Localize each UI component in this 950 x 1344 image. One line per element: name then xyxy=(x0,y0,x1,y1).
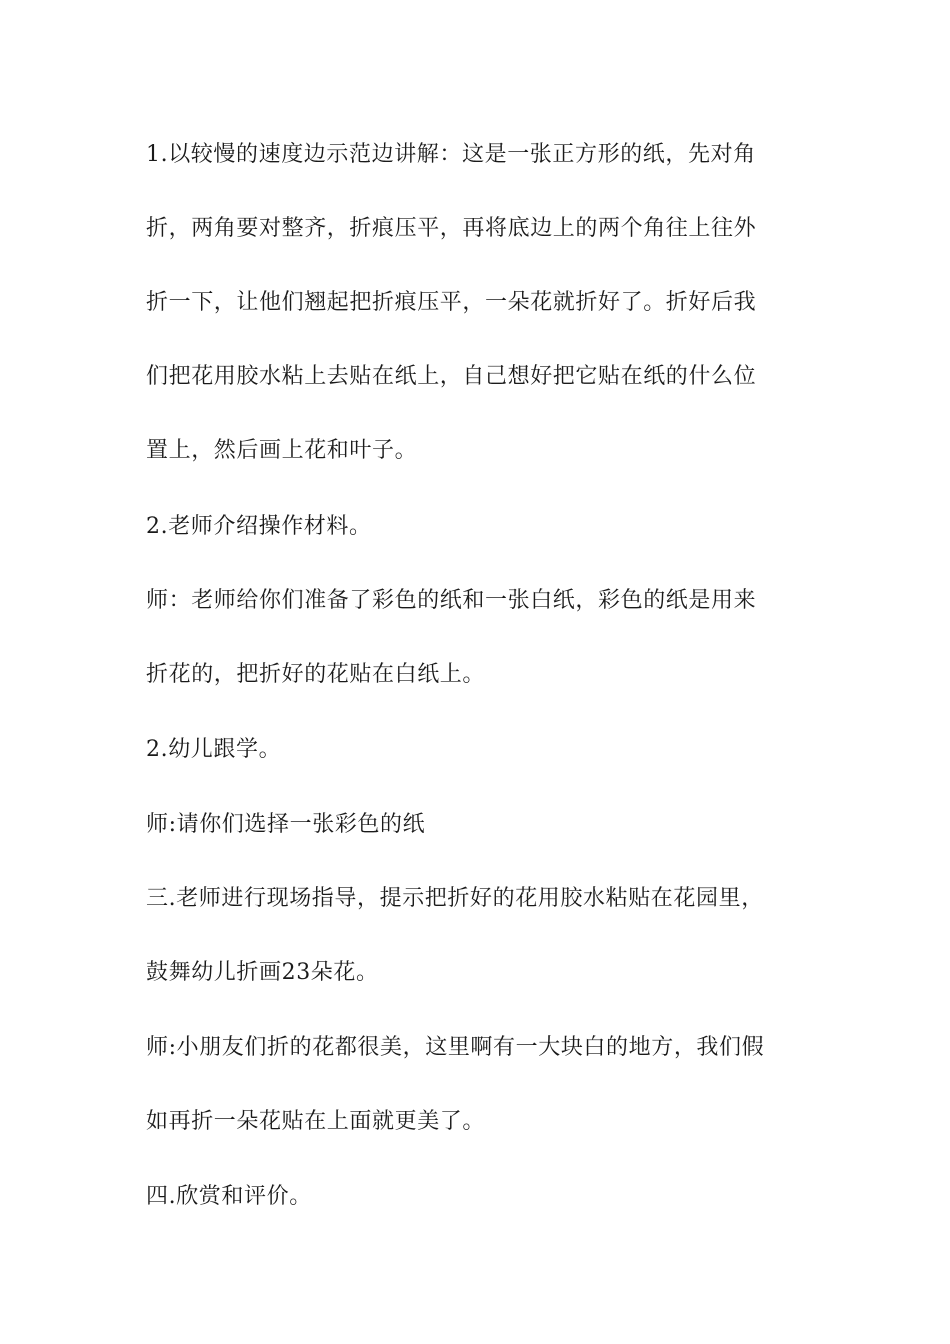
text-line-8: 折花的，把折好的花贴在白纸上。 xyxy=(146,662,486,687)
text-line-9: 2.幼儿跟学。 xyxy=(146,737,282,762)
text-line-2: 折，两角要对整齐，折痕压平，再将底边上的两个角往上往外 xyxy=(146,216,757,241)
text-line-5: 置上，然后画上花和叶子。 xyxy=(146,438,418,463)
text-line-1: 1.以较慢的速度边示范边讲解：这是一张正方形的纸，先对角 xyxy=(146,142,756,167)
text-line-4: 们把花用胶水粘上去贴在纸上，自己想好把它贴在纸的什么位 xyxy=(146,364,757,389)
text-line-6: 2.老师介绍操作材料。 xyxy=(146,514,372,539)
text-line-12: 鼓舞幼儿折画23朵花。 xyxy=(146,960,379,985)
text-line-15: 四.欣赏和评价。 xyxy=(146,1184,312,1209)
text-line-13: 师:小朋友们折的花都很美，这里啊有一大块白的地方，我们假 xyxy=(146,1035,765,1060)
text-line-3: 折一下，让他们翘起把折痕压平，一朵花就折好了。折好后我 xyxy=(146,290,757,315)
text-line-14: 如再折一朵花贴在上面就更美了。 xyxy=(146,1109,486,1134)
text-line-10: 师:请你们选择一张彩色的纸 xyxy=(146,812,426,837)
text-line-11: 三.老师进行现场指导，提示把折好的花用胶水粘贴在花园里， xyxy=(146,886,764,911)
text-line-7: 师：老师给你们准备了彩色的纸和一张白纸，彩色的纸是用来 xyxy=(146,588,757,613)
